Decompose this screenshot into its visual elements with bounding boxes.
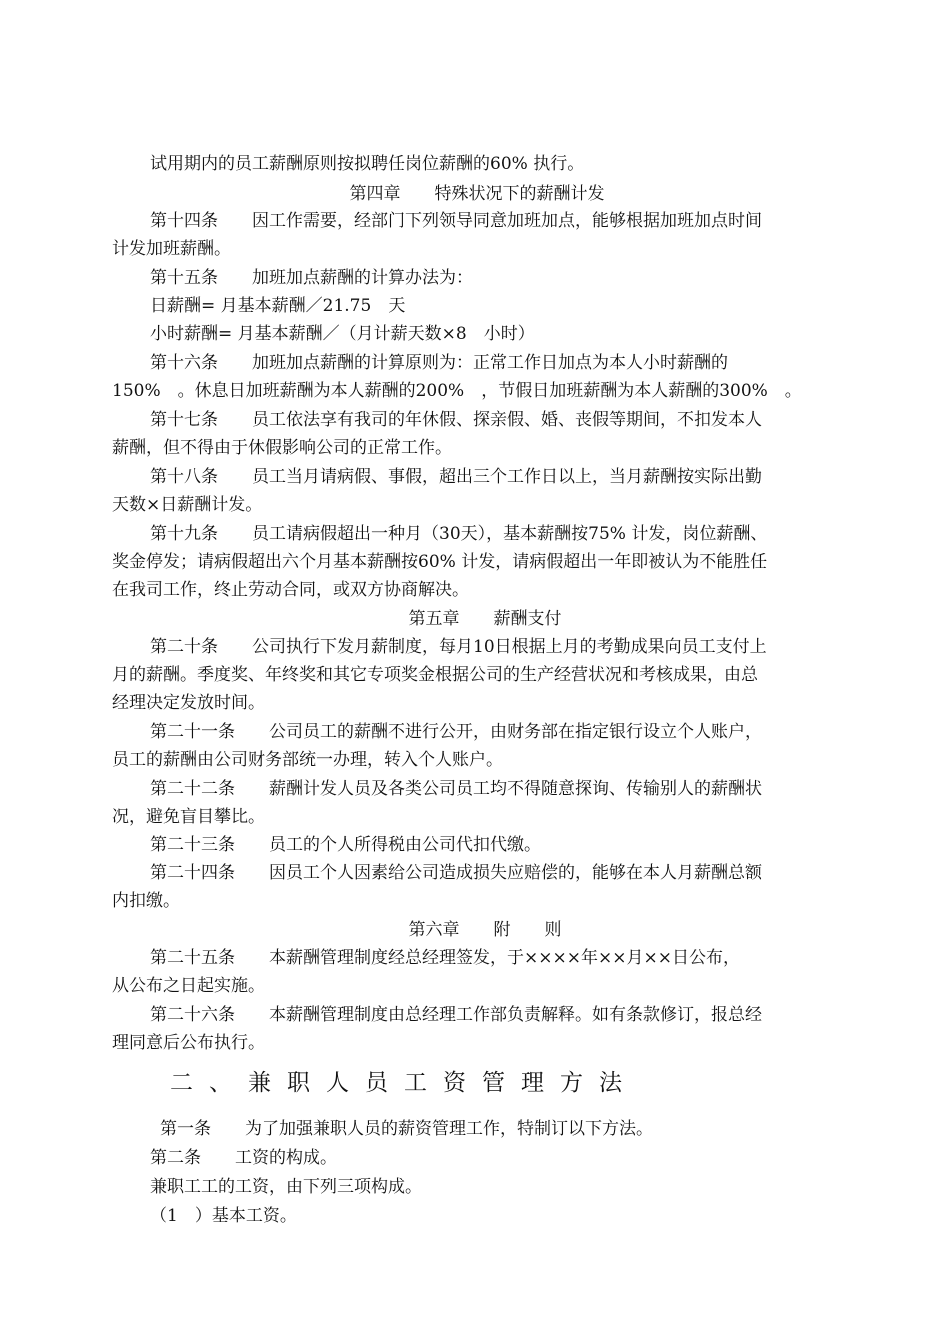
article-24-line-2: 内扣缴。 [112,891,180,911]
section-2-title: 二、兼职人员工资管理方法 [170,1070,638,1096]
article-19-line-2: 奖金停发；请病假超出六个月基本薪酬按60% 计发，请病假超出一年即被认为不能胜任 [112,552,768,572]
article-21-line-2: 员工的薪酬由公司财务部统一办理，转入个人账户。 [112,750,503,770]
article-17-line-2: 薪酬，但不得由于休假影响公司的正常工作。 [112,438,452,458]
article-26-line-1: 第二十六条 本薪酬管理制度由总经理工作部负责解释。如有条款修订，报总经 [150,1005,762,1025]
article-20-line-3: 经理决定发放时间。 [112,693,265,713]
article-25-line-1: 第二十五条 本薪酬管理制度经总经理签发，于××××年××月××日公布， [150,948,740,968]
article-18-line-1: 第十八条 员工当月请病假、事假，超出三个工作日以上，当月薪酬按实际出勤 [150,467,762,487]
part-time-article-1: 第一条 为了加强兼职人员的薪资管理工作，特制订以下方法。 [160,1119,653,1139]
chapter-4-heading: 第四章 特殊状况下的薪酬计发 [349,184,605,204]
basic-wage-item: （1 ）基本工资。 [150,1206,297,1226]
article-20-line-1: 第二十条 公司执行下发月薪制度，每月10日根据上月的考勤成果向员工支付上 [150,637,767,657]
article-15-line: 第十五条 加班加点薪酬的计算办法为： [150,268,473,288]
part-time-article-2: 第二条 工资的构成。 [150,1148,337,1168]
chapter-6-heading: 第六章 附 则 [408,920,562,940]
article-17-line-1: 第十七条 员工依法享有我司的年休假、探亲假、婚、丧假等期间，不扣发本人 [150,410,762,430]
article-16-line-1: 第十六条 加班加点薪酬的计算原则为：正常工作日加点为本人小时薪酬的 [150,353,728,373]
chapter-5-heading: 第五章 薪酬支付 [408,609,562,629]
article-14-line-2: 计发加班薪酬。 [112,239,231,259]
article-20-line-2: 月的薪酬。季度奖、年终奖和其它专项奖金根据公司的生产经营状况和考核成果，由总 [112,665,758,685]
hourly-wage-formula: 小时薪酬= 月基本薪酬／（月计薪天数×8 小时） [150,324,535,344]
article-25-line-2: 从公布之日起实施。 [112,976,265,996]
article-19-line-3: 在我司工作，终止劳动合同，或双方协商解决。 [112,580,469,600]
article-16-line-2: 150% 。休息日加班薪酬为本人薪酬的200% ，节假日加班薪酬为本人薪酬的300% 。 [112,381,802,401]
article-26-line-2: 理同意后公布执行。 [112,1033,265,1053]
article-22-line-1: 第二十二条 薪酬计发人员及各类公司员工均不得随意探询、传输别人的薪酬状 [150,779,762,799]
article-21-line-1: 第二十一条 公司员工的薪酬不进行公开，由财务部在指定银行设立个人账户， [150,722,762,742]
daily-wage-formula: 日薪酬= 月基本薪酬／21.75 天 [150,296,406,316]
article-18-line-2: 天数×日薪酬计发。 [112,495,263,515]
article-22-line-2: 况，避免盲目攀比。 [112,807,265,827]
wage-composition-line: 兼职工工的工资，由下列三项构成。 [150,1177,422,1197]
paragraph-line: 试用期内的员工薪酬原则按拟聘任岗位薪酬的60% 执行。 [150,154,585,174]
article-24-line-1: 第二十四条 因员工个人因素给公司造成损失应赔偿的，能够在本人月薪酬总额 [150,863,762,883]
article-23-line: 第二十三条 员工的个人所得税由公司代扣代缴。 [150,835,541,855]
article-19-line-1: 第十九条 员工请病假超出一种月（30天），基本薪酬按75% 计发，岗位薪酬、 [150,524,768,544]
article-14-line-1: 第十四条 因工作需要，经部门下列领导同意加班加点，能够根据加班加点时间 [150,211,762,231]
